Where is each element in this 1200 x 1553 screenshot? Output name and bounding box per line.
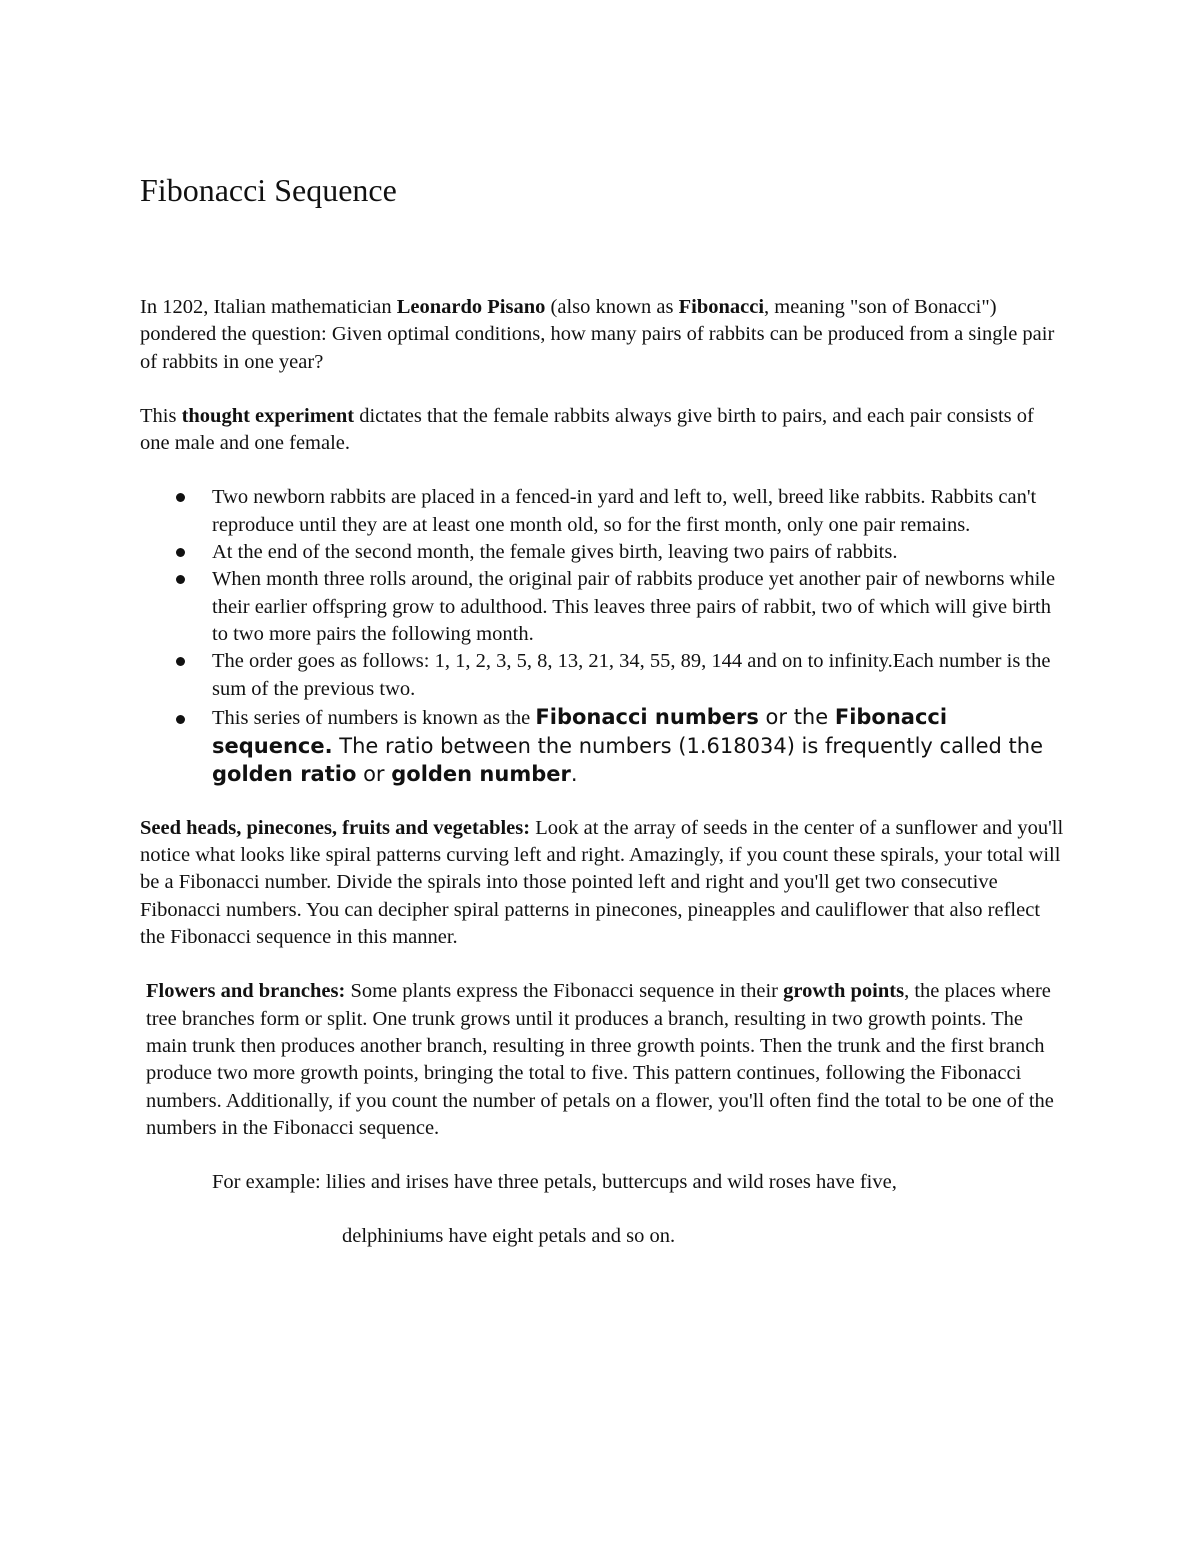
list-item: When month three rolls around, the original pair of rabbits produce yet another pair of newborns while their earlier offspring grow to adulthood. This leaves three pairs of rabbit, two of which will give birth to two more pairs the following month. (212, 566, 1065, 648)
intro-paragraph (140, 294, 1065, 376)
golden-text-2: or the (758, 704, 835, 729)
thought-text-1: This (140, 404, 182, 427)
golden-bold-golden-number: golden number (391, 761, 571, 786)
golden-bold-fibonacci-numbers: Fibonacci numbers (535, 704, 759, 729)
flowers-text-2: , the places where tree branches form or split. One trunk grows until it produces a branch, resulting in two growth points. The main trunk then produces another branch, resulting in three growth points. Then the trunk and the first branch produce two more growth points, bringing the total to five. This pattern continues, following the Fibonacci numbers. Additionally, if you count the number of petals on a flower, you'll often find the total to be one of the numbers in the Fibonacci sequence. (146, 980, 1054, 1139)
thought-experiment-paragraph (140, 403, 1065, 458)
golden-bold-golden-ratio: golden ratio (212, 761, 357, 786)
thought-bold-experiment: thought experiment (181, 404, 355, 427)
list-item: Two newborn rabbits are placed in a fenced-in yard and left to, well, breed like rabbits. Rabbits can't reproduce until they are at least one month old, so for the first month, only one pair remains. (212, 484, 1065, 539)
flowers-bold-growth-points: growth points (783, 980, 905, 1003)
example-line-1: For example: lilies and irises have three petals, buttercups and wild roses have five, (212, 1171, 897, 1194)
seed-text: Look at the array of seeds in the center of a sunflower and you'll notice what looks like spiral patterns curving left and right. Amazingly, if you count these spirals, your total will be a Fibonacci number. Divide the spirals into those pointed left and right and you'll get two consecutive Fibonacci numbers. You can decipher spiral patterns in pinecones, pineapples and cauliflower that also reflect the Fibonacci sequence in this manner. (140, 816, 1064, 949)
seed-heads-paragraph (140, 815, 1065, 951)
intro-bold-leonardo-pisano: Leonardo Pisano (396, 296, 546, 318)
flowers-text-1: Some plants express the Fibonacci sequence in their (345, 980, 784, 1003)
flowers-branches-paragraph (140, 978, 1065, 1142)
page-title: Fibonacci Sequence (140, 172, 397, 208)
example-line-2: delphiniums have eight petals and so on. (342, 1225, 676, 1248)
intro-text-2: (also known as (545, 296, 679, 318)
golden-text-5: . (570, 761, 578, 786)
rabbit-bullet-list (140, 484, 1065, 787)
intro-bold-fibonacci: Fibonacci (678, 296, 765, 318)
list-item: The order goes as follows: 1, 1, 2, 3, 5, 8, 13, 21, 34, 55, 89, 144 and on to infinity.Each number is the sum of the previous two. (212, 648, 1065, 703)
golden-text-3: The ratio between the numbers (1.618034) is frequently called the (332, 733, 1044, 758)
list-item-golden-ratio (212, 703, 1065, 788)
thought-text-2: dictates that the female rabbits always give birth to pairs, and each pair consists of one male and one female. (140, 404, 1034, 455)
golden-bold-fibonacci-sequence: Fibonacci sequence. (212, 704, 948, 758)
golden-text-1: This series of numbers is known as the (212, 706, 536, 729)
intro-text-1: In 1202, Italian mathematician (140, 296, 397, 318)
flowers-bold-heading: Flowers and branches: (146, 980, 346, 1003)
list-item: At the end of the second month, the female gives birth, leaving two pairs of rabbits. (212, 539, 1065, 566)
document-body (140, 170, 1065, 1251)
seed-bold-heading: Seed heads, pinecones, fruits and vegetables: (140, 816, 531, 839)
intro-text-3: , meaning "son of Bonacci") pondered the question: Given optimal conditions, how many pairs of rabbits can be produced from a single pair of rabbits in one year? (140, 296, 1055, 373)
golden-text-4: or (356, 761, 392, 786)
